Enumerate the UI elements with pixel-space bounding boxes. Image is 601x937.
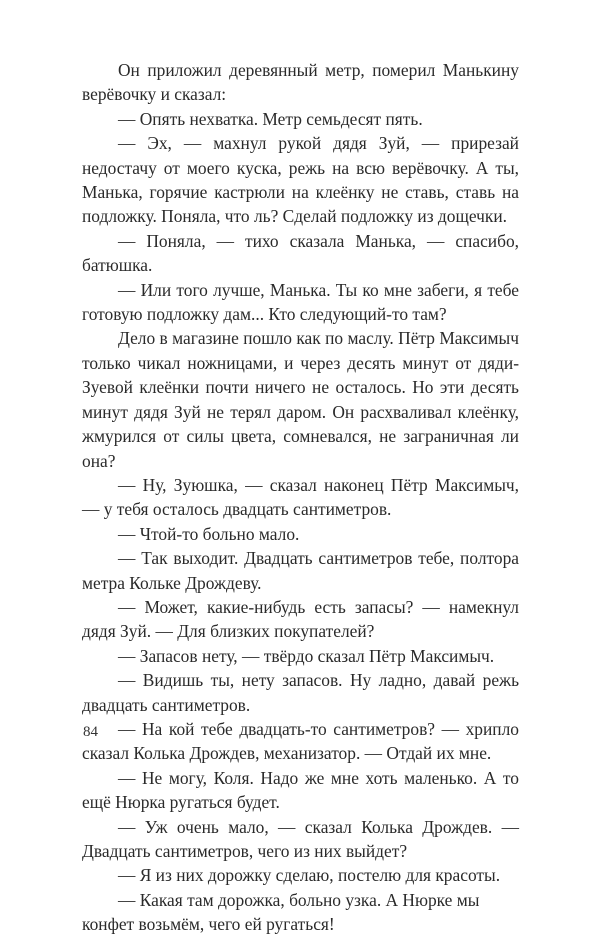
page-number: 84 [83, 724, 98, 740]
paragraph: — Не могу, Коля. Надо же мне хоть маленько. А то ещё Нюрка ругаться будет. [82, 767, 519, 813]
paragraph: — На кой тебе двадцать-то сантиметров? — хрипло сказал Колька Дрождев, механизатор. — Отдай их мне. [82, 718, 519, 764]
paragraph: — Опять нехватка. Метр семьдесят пять. [118, 108, 423, 129]
paragraph: — Эх, — махнул рукой дядя Зуй, — прирезай недостачу от моего куска, режь на всю верёвочку. А ты, Манька, горячие кастрюли на клеёнку не ставь, ставь на подложку. Поняла, что ль? Сделай подложку из дощечки. [82, 133, 519, 227]
paragraph: — Поняла, — тихо сказала Манька, — спасибо, батюшка. [82, 230, 519, 276]
paragraph: — Ну, Зуюшка, — сказал наконец Пётр Максимыч, — у тебя осталось двадцать сантиметров. [82, 474, 519, 520]
paragraph: — Может, какие-нибудь есть запасы? — намекнул дядя Зуй. — Для близких покупателей? [82, 596, 519, 642]
paragraph: — Видишь ты, нету запасов. Ну ладно, давай режь двадцать сантиметров. [82, 670, 519, 715]
paragraph: — Так выходит. Двадцать сантиметров тебе, полтора метра Кольке Дрождеву. [82, 548, 519, 593]
paragraph: — Чтой-то больно мало. [118, 523, 300, 544]
paragraph: — Запасов нету, — твёрдо сказал Пётр Максимыч. [118, 645, 495, 666]
paragraph: — Или того лучше, Манька. Ты ко мне забеги, я тебе готовую подложку дам... Кто следующий-то там? [82, 279, 519, 325]
paragraph: — Какая там дорожка, больно узка. А Нюрке мы конфет возьмём, чего ей ругаться! [82, 889, 480, 935]
paragraph: — Уж очень мало, — сказал Колька Дрождев. — Двадцать сантиметров, чего из них выйдет? [82, 816, 519, 861]
paragraph: — Я из них дорожку сделаю, постелю для красоты. [118, 865, 501, 886]
paragraph: Он приложил деревянный метр, померил Манькину верёвочку и сказал: [82, 60, 519, 105]
page-text [82, 58, 519, 937]
paragraph: Дело в магазине пошло как по маслу. Пётр Максимыч только чикал ножницами, и через десять минут от дяди-Зуевой клеёнки почти ничего не осталось. Но эти десять минут дядя Зуй не терял даром. Он расхваливал клеёнку, жмурился от силы цвета, сомневался, не заграничная ли она? [82, 328, 519, 471]
